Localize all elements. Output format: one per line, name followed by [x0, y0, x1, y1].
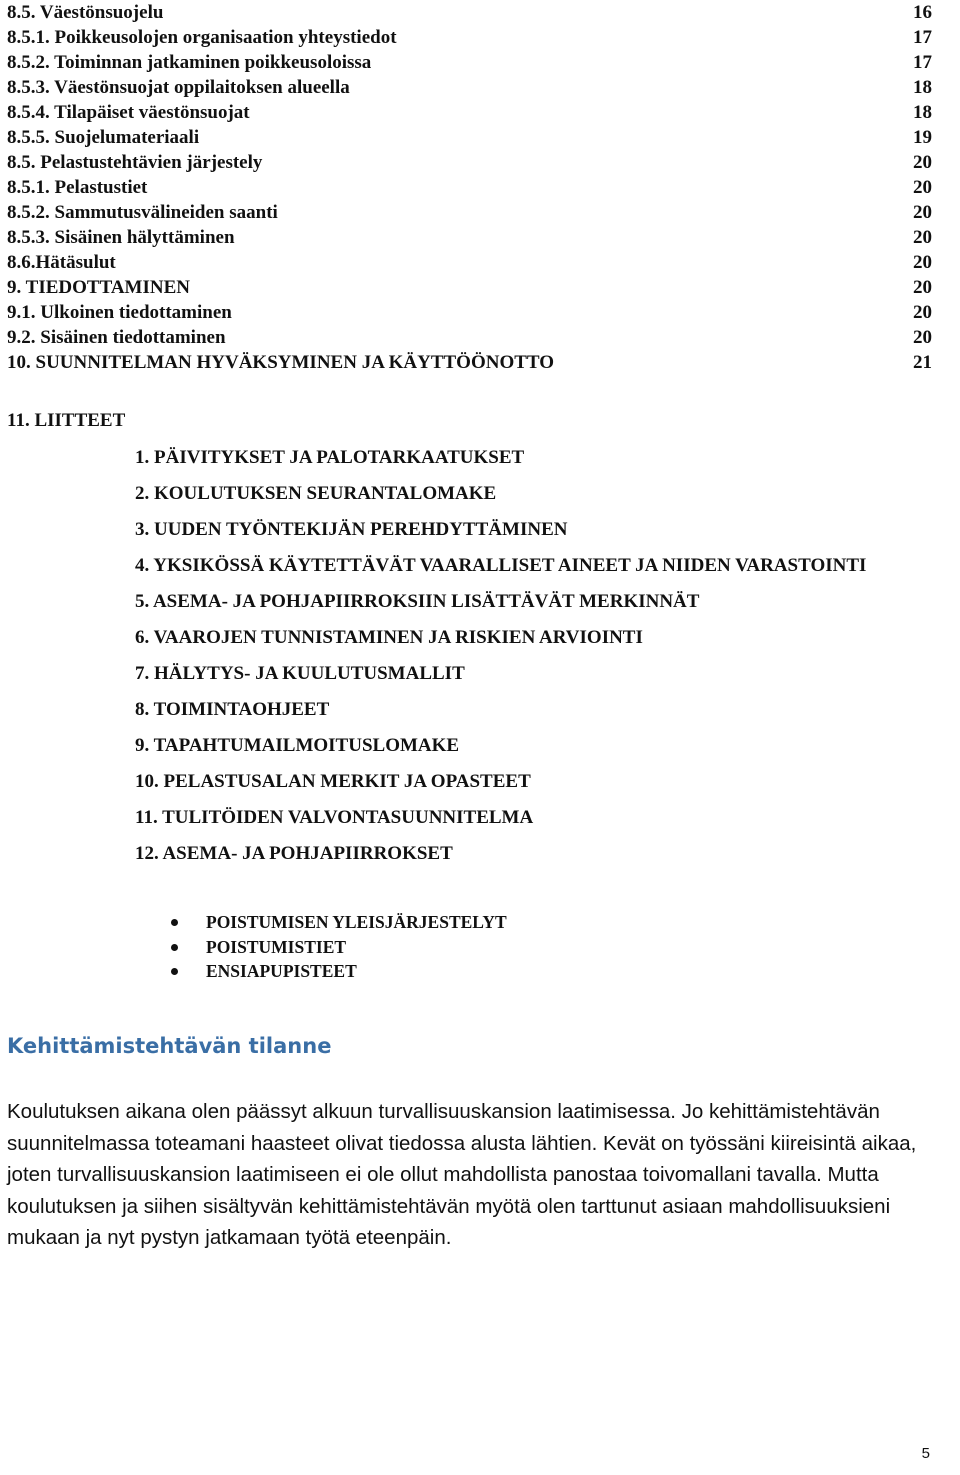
toc-entry-page: 20: [913, 277, 932, 298]
toc-entry-page: 17: [913, 52, 932, 73]
appendix-item: 4. YKSIKÖSSÄ KÄYTETTÄVÄT VAARALLISET AINEET JA NIIDEN VARASTOINTI: [135, 555, 867, 576]
toc-entry-title: 8.5. Pelastustehtävien järjestely: [7, 152, 263, 173]
toc-entry-title: 8.5.4. Tilapäiset väestönsuojat: [7, 102, 250, 123]
toc-entry-title: 8.5.3. Sisäinen hälyttäminen: [7, 227, 235, 248]
bullet-item: [168, 910, 507, 935]
toc-entry-title: 8.5.3. Väestönsuojat oppilaitoksen alueella: [7, 77, 350, 98]
toc-entry: [7, 150, 932, 175]
toc-entry-page: 18: [913, 102, 932, 123]
section-heading: Kehittämistehtävän tilanne: [7, 1034, 332, 1058]
toc-entry-title: 10. SUUNNITELMAN HYVÄKSYMINEN JA KÄYTTÖÖNOTTO: [7, 352, 555, 373]
toc-entry: [7, 300, 932, 325]
toc-entry-page: 21: [913, 352, 932, 373]
toc-entry-title: 8.5.5. Suojelumateriaali: [7, 127, 200, 148]
bullet-item: [168, 935, 507, 960]
toc-entry-title: 8.5.1. Poikkeusolojen organisaation yhteystiedot: [7, 27, 397, 48]
appendix-item: 2. KOULUTUKSEN SEURANTALOMAKE: [135, 483, 497, 504]
toc-entry: [7, 250, 932, 275]
bullet-text: POISTUMISEN YLEISJÄRJESTELYT: [206, 912, 507, 932]
toc-entry: [7, 125, 932, 150]
appendix-item: 8. TOIMINTAOHJEET: [135, 699, 330, 720]
appendix-list: [135, 445, 935, 877]
toc-entry: [7, 0, 932, 25]
toc-entry-page: 20: [913, 227, 932, 248]
toc-entry-page: 20: [913, 302, 932, 323]
toc-entry-title: 9. TIEDOTTAMINEN: [7, 277, 190, 298]
appendix-heading: 11. LIITTEET: [7, 410, 126, 431]
appendix-item: 11. TULITÖIDEN VALVONTASUUNNITELMA: [135, 807, 534, 828]
toc-entry: [7, 325, 932, 350]
toc-entry-title: 8.5. Väestönsuojelu: [7, 2, 164, 23]
appendix-item: 10. PELASTUSALAN MERKIT JA OPASTEET: [135, 771, 531, 792]
toc-entry-page: 19: [913, 127, 932, 148]
bullet-dot-icon: [171, 919, 178, 926]
body-paragraph: Koulutuksen aikana olen päässyt alkuun turvallisuuskansion laatimisessa. Jo kehittämistehtävän suunnitelmassa toteamani haasteet olivat tiedossa alusta lähtien. Kevät on työssäni kiireisintä aikaa, joten turvallisuuskansion laatimiseen ei ole ollut mahdollista panostaa toivomallani tavalla. Mutta koulutuksen ja siihen sisältyvän kehittämistehtävän myötä olen tarttunut asiaan mahdollisuuksieni mukaan ja nyt pystyn jatkamaan työtä eteenpäin.: [7, 1100, 917, 1249]
toc-entry: [7, 350, 932, 375]
appendix-item: 12. ASEMA- JA POHJAPIIRROKSET: [135, 843, 453, 864]
toc-entry-page: 20: [913, 327, 932, 348]
appendix-item: 3. UUDEN TYÖNTEKIJÄN PEREHDYTTÄMINEN: [135, 519, 568, 540]
appendix-item: 7. HÄLYTYS- JA KUULUTUSMALLIT: [135, 663, 465, 684]
toc-entry-title: 8.6.Hätäsulut: [7, 252, 116, 273]
toc-entry-title: 9.2. Sisäinen tiedottaminen: [7, 327, 226, 348]
toc-entry-title: 8.5.2. Sammutusvälineiden saanti: [7, 202, 278, 223]
toc-entry-page: 20: [913, 152, 932, 173]
appendix-bullet-list: [168, 910, 507, 984]
toc-entry-title: 8.5.2. Toiminnan jatkaminen poikkeusoloissa: [7, 52, 372, 73]
bullet-text: ENSIAPUPISTEET: [206, 961, 357, 981]
appendix-item: 5. ASEMA- JA POHJAPIIRROKSIIN LISÄTTÄVÄT MERKINNÄT: [135, 591, 700, 612]
toc-entry: [7, 275, 932, 300]
appendix-item: 1. PÄIVITYKSET JA PALOTARKAATUKSET: [135, 447, 525, 468]
toc-entry: [7, 75, 932, 100]
toc-entry-title: 9.1. Ulkoinen tiedottaminen: [7, 302, 232, 323]
toc-entry-page: 18: [913, 77, 932, 98]
table-of-contents: [7, 0, 932, 375]
page-number: 5: [921, 1445, 930, 1462]
toc-entry: [7, 25, 932, 50]
bullet-item: [168, 959, 507, 984]
toc-entry-page: 17: [913, 27, 932, 48]
bullet-text: POISTUMISTIET: [206, 936, 347, 957]
toc-entry-page: 20: [913, 252, 932, 273]
toc-entry: [7, 50, 932, 75]
toc-entry-page: 20: [913, 177, 932, 198]
toc-entry-page: 16: [913, 2, 932, 23]
toc-entry: [7, 200, 932, 225]
toc-entry-title: 8.5.1. Pelastustiet: [7, 177, 148, 198]
toc-entry: [7, 225, 932, 250]
toc-entry-page: 20: [913, 202, 932, 223]
appendix-item: 9. TAPAHTUMAILMOITUSLOMAKE: [135, 735, 460, 756]
toc-entry: [7, 175, 932, 200]
toc-entry: [7, 100, 932, 125]
bullet-dot-icon: [171, 968, 178, 975]
appendix-item: 6. VAAROJEN TUNNISTAMINEN JA RISKIEN ARVIOINTI: [135, 627, 643, 648]
bullet-dot-icon: [171, 944, 178, 951]
